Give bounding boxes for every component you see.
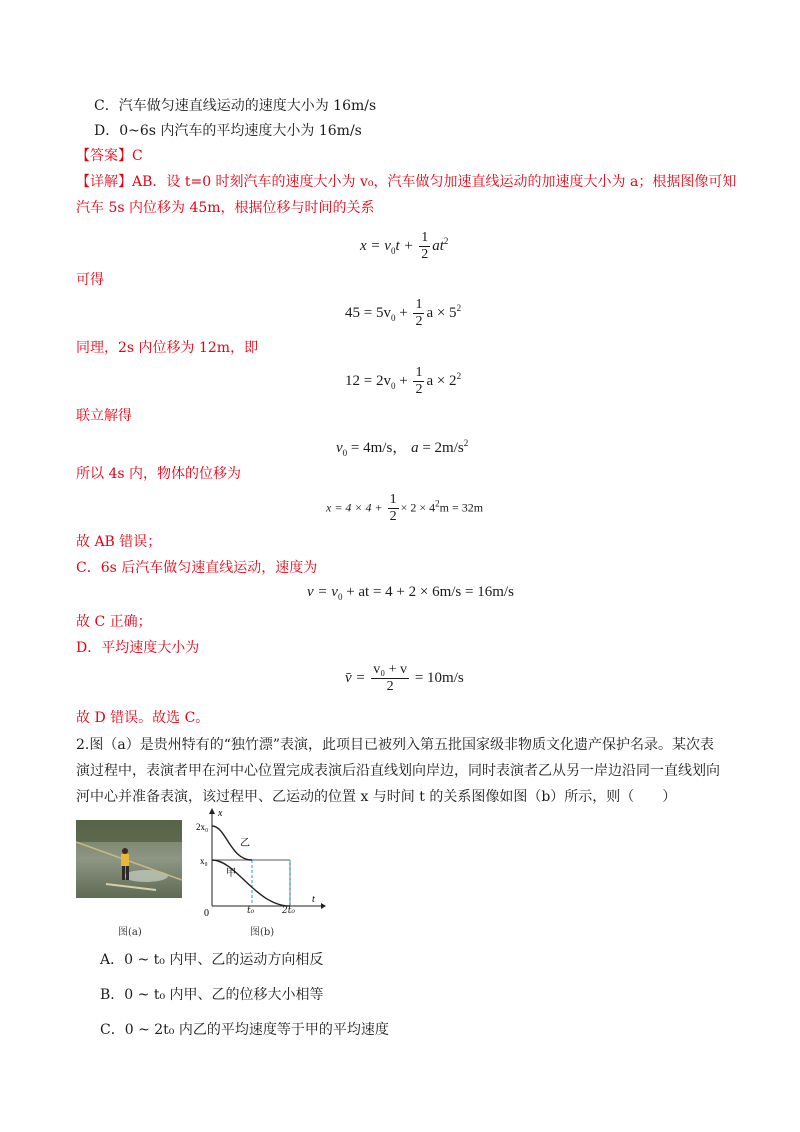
equation-3: $12 = 2v_0$ + $\frac{1}{2}$ $a \times 2^2$ (345, 365, 462, 397)
c-line-text: C．6s 后汽车做匀速直线运动，速度为 (76, 560, 318, 576)
position-time-graph (196, 806, 326, 920)
c-right-text: 故 C 正确； (76, 614, 152, 630)
graph-tick-2x0 (196, 822, 208, 832)
option-c-prev: C．汽车做匀速直线运动的速度大小为 16m/s (94, 98, 377, 114)
explain-line-2: 汽车 5s 内位移为 45m，根据位移与时间的关系 (76, 200, 375, 216)
equation-1: $x = v_0t$ + $\frac{1}{2}$ $at^2$ (360, 230, 449, 262)
kede-text: 可得 (76, 272, 104, 288)
d-line-text: D．平均速度大小为 (76, 640, 200, 656)
graph-origin (204, 908, 209, 916)
option-a: A．0 ~ t₀ 内甲、乙的运动方向相反 (100, 952, 324, 968)
svg-text:x: x (218, 808, 223, 819)
graph-x-label (312, 894, 315, 905)
equation-7: v̄ = $\frac{\text{v₀ + v}}{2}$ = 10m/s (345, 662, 464, 694)
svg-text:甲: 甲 (226, 868, 236, 879)
graph-y-label (217, 808, 223, 819)
svg-text:2x₀: 2x₀ (196, 822, 209, 832)
graph-tick-t0: t₀ (247, 906, 255, 916)
svg-text:乙: 乙 (240, 838, 250, 849)
option-c: C．0 ~ 2t₀ 内乙的平均速度等于甲的平均速度 (100, 1022, 389, 1038)
q2-line-1: 2.图（a）是贵州特有的“独竹漂”表演，此项目已被列入第五批国家级非物质文化遗产保护名录。某次表 (76, 737, 715, 753)
d-wrong-text: 故 D 错误。故选 C。 (76, 710, 210, 726)
lianli-text: 联立解得 (76, 408, 132, 424)
explain-line-1: 【详解】AB．设 t=0 时刻汽车的速度大小为 v₀，汽车做匀加速直线运动的加速度大小为 a；根据图像可知 (76, 174, 737, 190)
q2-line-2: 演过程中，表演者甲在河中心位置完成表演后沿直线划向岸边，同时表演者乙从另一岸边沿同一直线划向 (76, 763, 720, 779)
q2-line-3: 河中心并准备表演，该过程甲、乙运动的位置 x 与时间 t 的关系图像如图（b）所示，则（ ） (76, 789, 677, 805)
answer-label: 【答案】C (76, 148, 143, 164)
svg-text:0: 0 (204, 908, 209, 916)
graph-tick-x0 (200, 856, 208, 866)
tongli-text: 同理，2s 内位移为 12m，即 (76, 340, 259, 356)
svg-text:x₀: x₀ (200, 856, 208, 866)
suoyi-text: 所以 4s 内，物体的位移为 (76, 466, 241, 482)
equation-5: x = 4 × 4 + $\frac{1}{2}$ × $2 \times 4^2m = 32m$ (326, 492, 484, 524)
option-b: B．0 ~ t₀ 内甲、乙的位移大小相等 (100, 987, 324, 1003)
caption-a: 图(a) (118, 927, 142, 938)
graph-label-jia (226, 867, 236, 879)
equation-4: $v_0 = 4m/s$， $a = 2m/s^2$ (336, 438, 469, 458)
equation-2: $45 = 5v_0$ + $\frac{1}{2}$ $a \times 5^2$ (345, 297, 462, 329)
ab-wrong-text: 故 AB 错误； (76, 534, 162, 550)
option-d-prev: D．0~6s 内汽车的平均速度大小为 16m/s (94, 123, 362, 139)
graph-tick-2t0: 2t₀ (282, 906, 295, 916)
bamboo-rafting-photo (76, 820, 182, 898)
svg-text:t: t (312, 894, 315, 905)
caption-b: 图(b) (250, 927, 275, 938)
graph-label-yi (240, 837, 250, 849)
equation-6: $v = v_0$ + at = 4 + 2 × 6m/s = 16m/s (307, 584, 514, 602)
